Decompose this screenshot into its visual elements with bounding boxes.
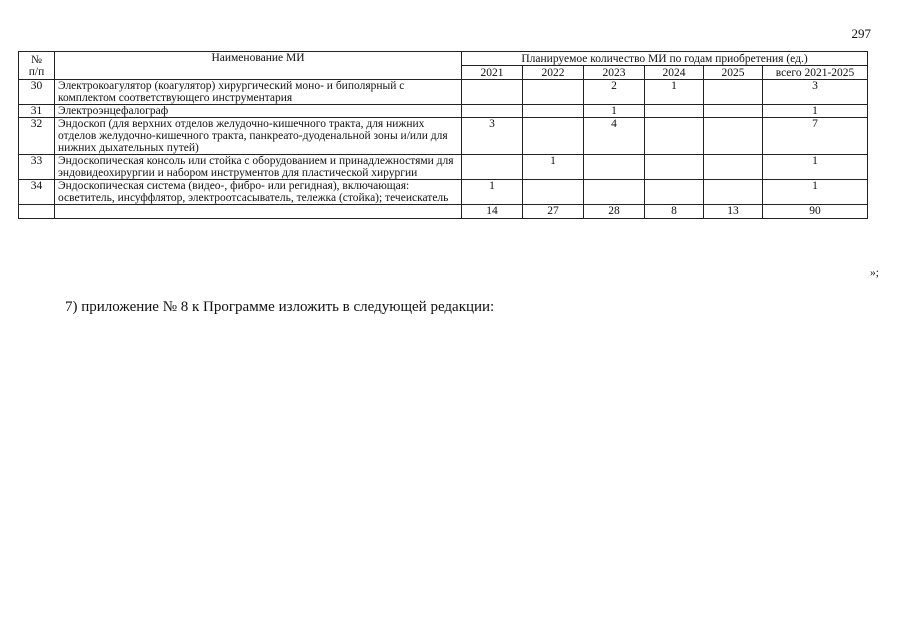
cell-2023: 4 bbox=[584, 118, 645, 155]
row-name: Электроэнцефалограф bbox=[55, 105, 462, 118]
cell-2023: 2 bbox=[584, 80, 645, 105]
cell-2024: 1 bbox=[645, 80, 704, 105]
total-2021: 14 bbox=[462, 205, 523, 219]
totals-row bbox=[19, 205, 868, 219]
row-number: 33 bbox=[19, 155, 55, 180]
cell-2022 bbox=[523, 118, 584, 155]
row-number: 31 bbox=[19, 105, 55, 118]
cell-2021 bbox=[462, 80, 523, 105]
cell-total: 1 bbox=[763, 105, 868, 118]
row-name: Эндоскоп (для верхних отделов желудочно-кишечного тракта, для нижних отделов желудочно-кишечного тракта, панкреато-дуоденальной зоны и/или для нижних дыхательных путей) bbox=[55, 118, 462, 155]
cell-total: 1 bbox=[763, 155, 868, 180]
total-2024: 8 bbox=[645, 205, 704, 219]
header-row-1 bbox=[19, 52, 868, 66]
row-name: Эндоскопическая система (видео-, фибро- или регидная), включающая: осветитель, инсуффлятор, электроотсасыватель, тележка (стойка); течеискатель bbox=[55, 180, 462, 205]
cell-2024 bbox=[645, 118, 704, 155]
table-row bbox=[19, 118, 868, 155]
page-number: 297 bbox=[851, 26, 871, 41]
header-year: 2024 bbox=[645, 66, 704, 80]
row-number: 32 bbox=[19, 118, 55, 155]
header-year: 2023 bbox=[584, 66, 645, 80]
header-number-line1: № bbox=[31, 53, 42, 66]
row-number: 30 bbox=[19, 80, 55, 105]
row-number: 34 bbox=[19, 180, 55, 205]
cell-2022: 1 bbox=[523, 155, 584, 180]
table-row bbox=[19, 155, 868, 180]
cell-2024 bbox=[645, 105, 704, 118]
header-number-line2: п/п bbox=[28, 65, 45, 78]
cell-2021: 1 bbox=[462, 180, 523, 205]
table-row bbox=[19, 180, 868, 205]
cell-2025 bbox=[704, 118, 763, 155]
cell-2022 bbox=[523, 80, 584, 105]
instruction-text: 7) приложение № 8 к Программе изложить в следующей редакции: bbox=[65, 299, 495, 315]
cell-total: 1 bbox=[763, 180, 868, 205]
cell-2023 bbox=[584, 155, 645, 180]
totals-name-empty bbox=[55, 205, 462, 219]
totals-number-empty bbox=[19, 205, 55, 219]
cell-2022 bbox=[523, 180, 584, 205]
total-2023: 28 bbox=[584, 205, 645, 219]
cell-2021 bbox=[462, 105, 523, 118]
table-row bbox=[19, 105, 868, 118]
header-number bbox=[19, 52, 55, 80]
header-year: 2025 bbox=[704, 66, 763, 80]
table-row bbox=[19, 80, 868, 105]
cell-2023: 1 bbox=[584, 105, 645, 118]
header-year: 2021 bbox=[462, 66, 523, 80]
closing-quote: »; bbox=[870, 267, 879, 279]
cell-2025 bbox=[704, 155, 763, 180]
cell-2025 bbox=[704, 80, 763, 105]
cell-2022 bbox=[523, 105, 584, 118]
header-planned: Планируемое количество МИ по годам приобретения (ед.) bbox=[462, 52, 868, 66]
header-name: Наименование МИ bbox=[55, 52, 462, 80]
cell-2024 bbox=[645, 155, 704, 180]
cell-2021: 3 bbox=[462, 118, 523, 155]
total-all: 90 bbox=[763, 205, 868, 219]
total-2025: 13 bbox=[704, 205, 763, 219]
row-name: Эндоскопическая консоль или стойка с оборудованием и принадлежностями для эндовидеохирургии и набором инструментов для пластической хирургии bbox=[55, 155, 462, 180]
row-name: Электрокоагулятор (коагулятор) хирургический моно- и биполярный с комплектом соответствующего инструментария bbox=[55, 80, 462, 105]
header-year: 2022 bbox=[523, 66, 584, 80]
cell-2021 bbox=[462, 155, 523, 180]
cell-total: 7 bbox=[763, 118, 868, 155]
mi-table bbox=[18, 51, 868, 219]
cell-2025 bbox=[704, 105, 763, 118]
header-total: всего 2021-2025 bbox=[763, 66, 868, 80]
cell-2024 bbox=[645, 180, 704, 205]
cell-2023 bbox=[584, 180, 645, 205]
cell-total: 3 bbox=[763, 80, 868, 105]
cell-2025 bbox=[704, 180, 763, 205]
total-2022: 27 bbox=[523, 205, 584, 219]
